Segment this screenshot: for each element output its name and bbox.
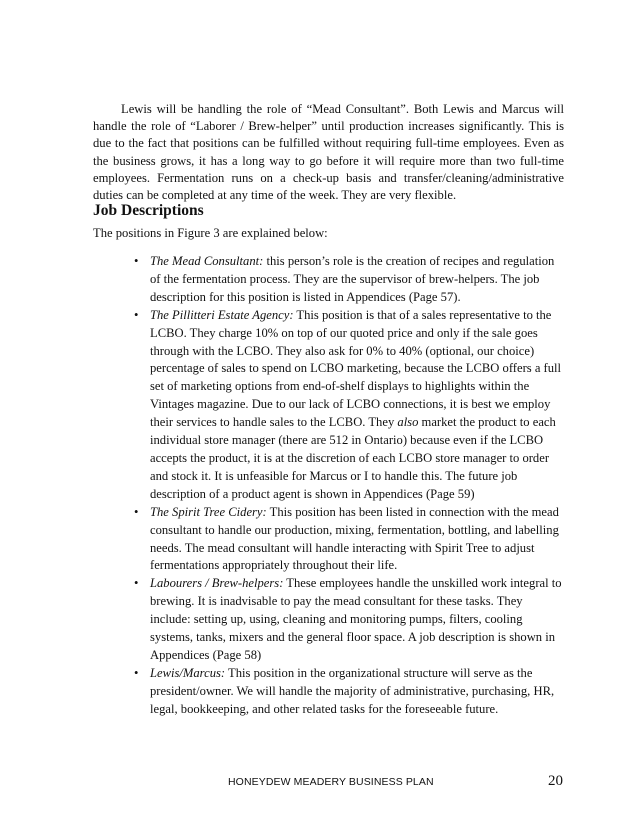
list-item bbox=[134, 307, 566, 504]
position-description: This position has been listed in connection with the mead consultant to handle our production, mixing, fermentation, bottling, and labelling needs. The mead consultant will handle interacting with Spirit Tree to adjust fermentations appropriately throughout their life. bbox=[150, 504, 559, 573]
list-item bbox=[134, 253, 566, 307]
emphasis-text: also bbox=[397, 415, 419, 430]
lead-sentence: The positions in Figure 3 are explained below: bbox=[93, 226, 328, 240]
bullet-icon: • bbox=[134, 576, 139, 591]
bullet-icon: • bbox=[134, 665, 139, 680]
list-item bbox=[134, 504, 566, 576]
bullet-icon: • bbox=[134, 504, 139, 519]
footer-document-title: HONEYDEW MEADERY BUSINESS PLAN bbox=[228, 776, 434, 788]
position-term: Lewis/Marcus: bbox=[150, 665, 226, 680]
intro-paragraph: Lewis will be handling the role of “Mead Consultant”. Both Lewis and Marcus will handle the role of “Laborer / Brew-helper” until production increases significantly. This is due to the fact that positions can be fulfilled without requiring full-time employees. Even as the business grows, it has a long way to go before it will require more than two full-time employees. Fermentation runs on a check-up basis and transfer/cleaning/administrative duties can be completed at any time of the week. They are very flexible. bbox=[93, 102, 564, 203]
bullet-icon: • bbox=[134, 307, 139, 322]
position-description-continued: market the product to each individual store manager (there are 512 in Ontario) because even if the LCBO accepts the product, it is at the discretion of each LCBO store manager to order and stock it. It is unfeasible for Marcus or I to handle this. The future job description of a product agent is shown in Appendices (Page 59) bbox=[150, 415, 556, 501]
position-term: The Spirit Tree Cidery: bbox=[150, 504, 267, 519]
section-heading: Job Descriptions bbox=[93, 202, 204, 219]
page-number: 20 bbox=[548, 773, 563, 789]
list-item bbox=[134, 665, 566, 719]
position-description: This position is that of a sales representative to the LCBO. They charge 10% on top of our quoted price and only if the sale goes through with the LCBO. They also ask for 0% to 40% (optional, our choice) percentage of sales to spend on LCBO marketing, because the LCBO offers a full set of marketing options from end-of-shelf displays to highlights within the Vintages magazine. Due to our lack of LCBO connections, it is best we employ their services to handle sales to the LCBO. They bbox=[150, 307, 562, 430]
position-description: These employees handle the unskilled work integral to brewing. It is inadvisable to pay the mead consultant for these tasks. They include: setting up, using, cleaning and monitoring pumps, filters, cooling systems, tanks, mixers and the general floor space. A job description is shown in Appendices (Page 58) bbox=[150, 576, 562, 662]
position-term: The Pillitteri Estate Agency: bbox=[150, 307, 294, 322]
position-description: This position in the organizational structure will serve as the president/owner. We will handle the majority of administrative, purchasing, HR, legal, bookkeeping, and other related tasks for the foreseeable future. bbox=[150, 665, 555, 716]
position-term: The Mead Consultant: bbox=[150, 254, 264, 268]
bullet-icon: • bbox=[134, 254, 139, 268]
position-description: this person’s role is the creation of recipes and regulation of the fermentation process. They are the supervisor of brew-helpers. The job description for this position is listed in Appendices (Page 57). bbox=[150, 254, 555, 304]
position-term: Labourers / Brew-helpers: bbox=[150, 576, 284, 591]
position-list bbox=[134, 253, 566, 719]
list-item bbox=[134, 575, 566, 665]
